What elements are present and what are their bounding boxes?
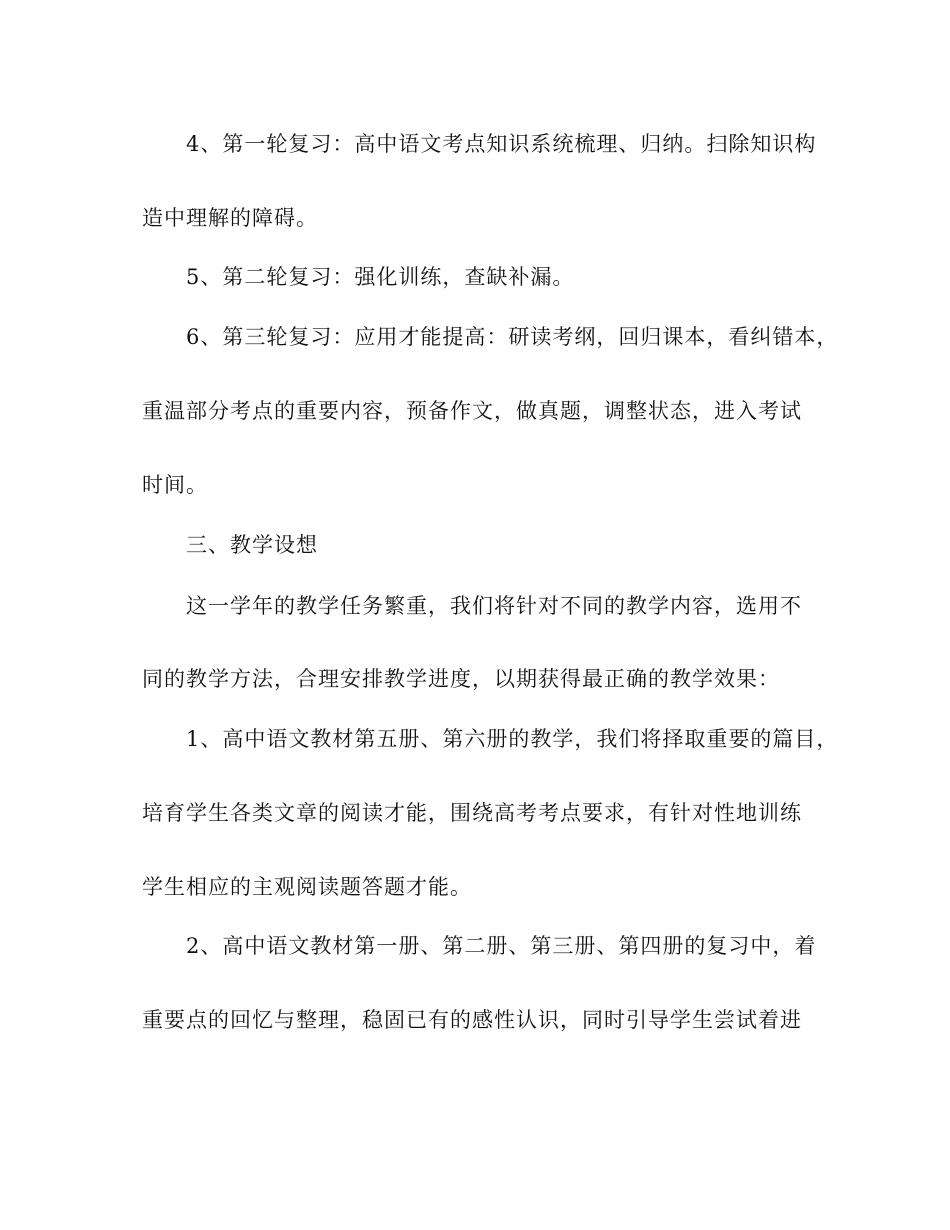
- paragraph-line-5-review: 5、第二轮复习：强化训练，查缺补漏。: [186, 265, 575, 289]
- paragraph-line-item-2-2: 重要点的回忆与整理，稳固已有的感性认识，同时引导学生尝试着进: [142, 1008, 802, 1032]
- paragraph-line-4-review-2: 造中理解的障碍。: [142, 206, 318, 230]
- paragraph-line-6-review-3: 时间。: [142, 473, 208, 497]
- paragraph-line-item-1-1: 1、高中语文教材第五册、第六册的教学，我们将择取重要的篇目，: [186, 727, 839, 751]
- paragraph-line-item-1-3: 学生相应的主观阅读题答题才能。: [142, 875, 472, 899]
- paragraph-line-item-2-1: 2、高中语文教材第一册、第二册、第三册、第四册的复习中，着: [186, 934, 817, 958]
- paragraph-line-intro-2: 同的教学方法，合理安排教学进度，以期获得最正确的教学效果：: [142, 667, 780, 691]
- section-heading-teaching-plan: 三、教学设想: [186, 533, 318, 557]
- paragraph-line-6-review-2: 重温部分考点的重要内容，预备作文，做真题，调整状态，进入考试: [142, 399, 802, 423]
- paragraph-line-intro-1: 这一学年的教学任务繁重，我们将针对不同的教学内容，选用不: [186, 594, 802, 618]
- paragraph-line-6-review-1: 6、第三轮复习：应用才能提高：研读考纲，回归课本，看纠错本，: [186, 325, 839, 349]
- paragraph-line-item-1-2: 培育学生各类文章的阅读才能，围绕高考考点要求，有针对性地训练: [142, 801, 802, 825]
- paragraph-line-4-review-1: 4、第一轮复习：高中语文考点知识系统梳理、归纳。扫除知识构: [186, 132, 817, 156]
